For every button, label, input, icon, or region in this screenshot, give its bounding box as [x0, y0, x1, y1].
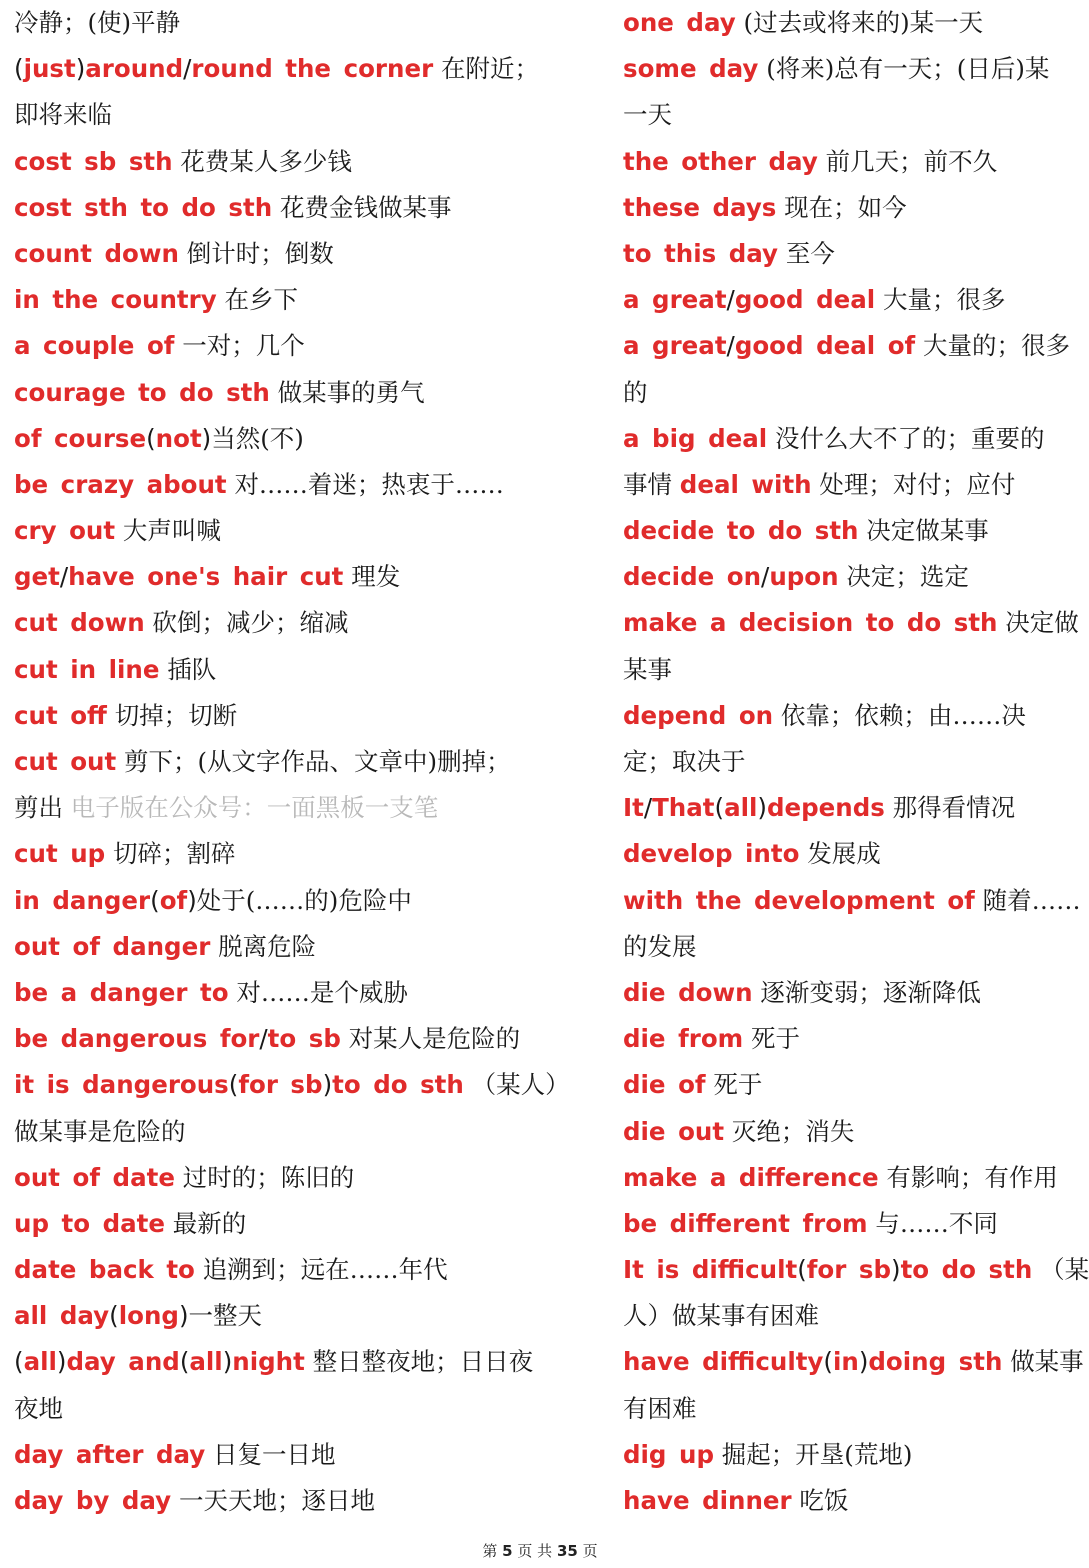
entry-line: [623, 139, 1068, 185]
english-phrase: count down: [14, 238, 179, 268]
chinese-meaning: 大声叫喊: [122, 516, 221, 546]
chinese-meaning: 大量的；很多: [922, 331, 1070, 361]
english-phrase: out of date: [14, 1162, 175, 1192]
english-phrase: out of danger: [14, 931, 211, 961]
english-phrase: be dangerous for/to sb: [14, 1024, 341, 1054]
entry-line: [14, 0, 534, 46]
entry-line: [623, 508, 1068, 554]
chinese-meaning: 插队: [167, 654, 217, 684]
chinese-meaning: 剪出: [14, 793, 63, 823]
chinese-meaning: 的发展: [623, 931, 697, 961]
entry-line: [623, 416, 1068, 462]
chinese-meaning: 当然(不): [211, 423, 304, 453]
footer-page-number: 5: [502, 1542, 513, 1560]
english-phrase: courage to do sth: [14, 377, 270, 407]
entry-line: [14, 647, 534, 693]
chinese-meaning: (过去或将来的)某一天: [743, 8, 984, 37]
chinese-meaning: 大量；很多: [882, 285, 1006, 315]
english-phrase: one day: [623, 8, 736, 37]
english-phrase: dig up: [623, 1439, 714, 1469]
chinese-meaning: 那得看情况: [892, 793, 1016, 823]
english-phrase: a big deal: [623, 423, 768, 453]
english-phrase: die of: [623, 1070, 706, 1100]
english-phrase: cry out: [14, 516, 116, 546]
english-phrase: die from: [623, 1024, 744, 1054]
english-phrase: make a difference: [623, 1162, 879, 1192]
chinese-meaning: 前几天；前不久: [825, 146, 998, 176]
english-phrase: be a danger to: [14, 977, 229, 1007]
chinese-meaning: 死于: [750, 1024, 800, 1054]
english-phrase: be different from: [623, 1208, 868, 1238]
page-footer: [0, 1540, 1080, 1561]
chinese-meaning: 做某事是危险的: [14, 1116, 186, 1146]
entry-line: [14, 370, 534, 416]
entry-line: [14, 139, 534, 185]
entry-line: [14, 1155, 534, 1201]
right-column: [623, 0, 1089, 1524]
entry-line: [14, 1386, 534, 1432]
chinese-meaning: 即将来临: [14, 100, 112, 130]
entry-line: [14, 785, 534, 831]
chinese-meaning: 定；取决于: [623, 747, 746, 776]
chinese-meaning: 吃饭: [799, 1486, 849, 1515]
english-phrase: to this day: [623, 238, 779, 268]
english-phrase: a great/good deal of: [623, 331, 916, 361]
chinese-meaning: 事情: [623, 469, 672, 499]
chinese-meaning: 在附近；: [440, 54, 539, 84]
chinese-meaning: 一对；几个: [182, 331, 305, 361]
english-phrase: in the country: [14, 285, 217, 315]
english-phrase: have difficulty(in)doing sth: [623, 1347, 1003, 1377]
entry-line: [14, 878, 534, 924]
entry-line: [623, 554, 1068, 600]
entry-line: [623, 1062, 1068, 1108]
entry-line: [623, 600, 1079, 646]
entry-line: [623, 1386, 1068, 1432]
chinese-meaning: 剪下；(从文字作品、文章中)删掉；: [124, 747, 511, 776]
entry-line: [623, 370, 1068, 416]
english-phrase: cut out: [14, 747, 117, 776]
chinese-meaning: 最新的: [172, 1208, 247, 1238]
entry-line: [623, 1016, 1068, 1062]
entry-line: [623, 46, 1068, 92]
entry-line: [14, 1201, 534, 1247]
entry-line: [14, 462, 534, 508]
entry-line: [14, 1339, 534, 1385]
english-phrase: get/have one's hair cut: [14, 562, 344, 592]
entry-line: [623, 970, 1068, 1016]
english-phrase: a couple of: [14, 331, 175, 361]
chinese-meaning: 决定做某事: [866, 516, 989, 546]
english-phrase: decide to do sth: [623, 516, 859, 546]
english-phrase: be crazy about: [14, 469, 227, 499]
english-phrase: die out: [623, 1116, 725, 1146]
chinese-meaning: 逐渐变弱；逐渐降低: [760, 977, 981, 1007]
english-phrase: decide on/upon: [623, 562, 839, 592]
chinese-meaning: 对某人是危险的: [348, 1024, 521, 1054]
chinese-meaning: （某人）: [471, 1070, 570, 1100]
entry-line: [14, 1016, 534, 1062]
chinese-meaning: 掘起；开垦(荒地): [721, 1439, 913, 1469]
entry-line: [14, 185, 534, 231]
entry-line: [623, 878, 1081, 924]
chinese-meaning: 做某事: [1010, 1347, 1084, 1377]
chinese-meaning: 一天天地；逐日地: [178, 1486, 375, 1515]
chinese-meaning: （某: [1040, 1255, 1089, 1285]
entry-line: [623, 323, 1068, 369]
entry-line: [623, 185, 1068, 231]
english-phrase: cut up: [14, 839, 106, 869]
chinese-meaning: 与……不同: [875, 1208, 998, 1238]
english-phrase: It is difficult(for sb)to do sth: [623, 1255, 1033, 1285]
entry-line: [14, 92, 534, 138]
entry-line: [14, 554, 534, 600]
chinese-meaning: 依靠；依赖；由……决: [780, 700, 1026, 730]
entry-line: [623, 924, 1068, 970]
entry-line: [14, 1432, 534, 1478]
english-phrase: it is dangerous(for sb)to do sth: [14, 1070, 464, 1100]
chinese-meaning: 花费某人多少钱: [180, 146, 352, 176]
left-column: [14, 0, 570, 1524]
footer-middle: 页 共: [517, 1542, 553, 1560]
entry-line: [623, 739, 1068, 785]
entry-line: [14, 831, 534, 877]
chinese-meaning: 夜地: [14, 1393, 63, 1423]
entry-line: [623, 277, 1068, 323]
chinese-meaning: 决定做: [1005, 608, 1079, 638]
entry-line: [623, 92, 1068, 138]
chinese-meaning: 至今: [785, 238, 835, 268]
chinese-meaning: 切掉；切断: [114, 700, 238, 730]
entry-line: [14, 970, 534, 1016]
entry-line: [14, 1109, 534, 1155]
english-phrase: up to date: [14, 1208, 165, 1238]
entry-line: [14, 739, 534, 785]
chinese-meaning: 对……是个威胁: [236, 977, 408, 1007]
chinese-meaning: 没什么大不了的；重要的: [774, 423, 1045, 453]
entry-line: [623, 1478, 1068, 1524]
entry-line: [14, 693, 534, 739]
entry-line: [14, 46, 539, 92]
english-phrase: all day(long): [14, 1301, 189, 1331]
chinese-meaning: 做某事的勇气: [277, 377, 425, 407]
english-phrase: (just)around/round the corner: [14, 54, 434, 84]
chinese-meaning: 花费金钱做某事: [279, 192, 452, 222]
english-phrase: depend on: [623, 700, 774, 730]
chinese-meaning: 处理；对付；应付: [819, 469, 1016, 499]
chinese-meaning: 理发: [351, 562, 401, 592]
entry-line: [14, 1062, 570, 1108]
chinese-meaning: 对……着迷；热衷于……: [234, 469, 504, 499]
entry-line: [14, 600, 534, 646]
english-phrase: of course(not): [14, 423, 212, 453]
chinese-meaning: 现在；如今: [784, 192, 907, 222]
chinese-meaning: 一天: [623, 100, 672, 130]
entry-line: [623, 1432, 1068, 1478]
english-phrase: cut off: [14, 700, 107, 730]
chinese-meaning: (将来)总有一天；(日后)某: [766, 54, 1050, 84]
entry-line: [623, 0, 1068, 46]
footer-suffix: 页: [582, 1542, 598, 1560]
chinese-meaning: 随着……: [982, 885, 1081, 915]
chinese-meaning: 灭绝；消失: [731, 1116, 855, 1146]
entry-line: [623, 462, 1068, 508]
english-phrase: have dinner: [623, 1486, 792, 1515]
chinese-meaning: 追溯到；远在……年代: [202, 1255, 448, 1285]
entry-line: [623, 1293, 1068, 1339]
chinese-meaning: 有影响；有作用: [886, 1162, 1058, 1192]
chinese-meaning: 切碎；割碎: [112, 839, 236, 869]
english-phrase: cut down: [14, 608, 145, 638]
chinese-meaning: 冷静；(使)平静: [14, 8, 181, 37]
english-phrase: day by day: [14, 1486, 172, 1515]
english-phrase: cut in line: [14, 654, 160, 684]
english-phrase: It/That(all)depends: [623, 793, 885, 823]
english-phrase: die down: [623, 977, 753, 1007]
entry-line: [623, 231, 1068, 277]
entry-line: [14, 1478, 534, 1524]
chinese-meaning: 处于(……的)危险中: [196, 885, 412, 915]
entry-line: [14, 1247, 534, 1293]
english-phrase: the other day: [623, 146, 818, 176]
english-phrase: deal with: [679, 469, 812, 499]
entry-line: [623, 1155, 1068, 1201]
chinese-meaning: 的: [623, 377, 648, 407]
english-phrase: develop into: [623, 839, 800, 869]
chinese-meaning: 在乡下: [224, 285, 298, 315]
entry-line: [14, 323, 534, 369]
english-phrase: cost sth to do sth: [14, 192, 273, 222]
english-phrase: a great/good deal: [623, 285, 876, 315]
english-phrase: these days: [623, 192, 777, 222]
english-phrase: in danger(of): [14, 885, 197, 915]
entry-line: [14, 1293, 534, 1339]
entry-line: [14, 231, 534, 277]
chinese-meaning: 有困难: [623, 1393, 697, 1423]
chinese-meaning: 日复一日地: [213, 1439, 336, 1469]
entry-line: [623, 831, 1068, 877]
entry-line: [14, 416, 534, 462]
entry-line: [623, 647, 1068, 693]
chinese-meaning: 过时的；陈旧的: [182, 1162, 355, 1192]
entry-line: [623, 1109, 1068, 1155]
entry-line: [623, 1247, 1089, 1293]
entry-line: [14, 277, 534, 323]
entry-line: [14, 924, 534, 970]
english-phrase: (all)day and(all)night: [14, 1347, 305, 1377]
english-phrase: cost sb sth: [14, 146, 173, 176]
footer-total-pages: 35: [556, 1542, 578, 1560]
chinese-meaning: 决定；选定: [846, 562, 969, 592]
english-phrase: with the development of: [623, 885, 975, 915]
entry-line: [623, 1339, 1084, 1385]
chinese-meaning: 死于: [713, 1070, 763, 1100]
english-phrase: some day: [623, 54, 759, 84]
chinese-meaning: 脱离危险: [218, 931, 317, 961]
entry-line: [623, 1201, 1068, 1247]
chinese-meaning: 砍倒；减少；缩减: [152, 608, 349, 638]
chinese-meaning: 整日整夜地；日日夜: [312, 1347, 534, 1377]
watermark-text: 电子版在公众号：一面黑板一支笔: [70, 793, 439, 823]
chinese-meaning: 一整天: [188, 1301, 262, 1331]
chinese-meaning: 发展成: [807, 839, 881, 869]
english-phrase: day after day: [14, 1439, 206, 1469]
english-phrase: make a decision to do sth: [623, 608, 998, 638]
entry-line: [623, 785, 1068, 831]
footer-prefix: 第: [482, 1542, 498, 1560]
entry-line: [623, 693, 1068, 739]
chinese-meaning: 人）做某事有困难: [623, 1301, 819, 1331]
chinese-meaning: 倒计时；倒数: [186, 238, 334, 268]
chinese-meaning: 某事: [623, 654, 672, 684]
entry-line: [14, 508, 534, 554]
english-phrase: date back to: [14, 1255, 195, 1285]
